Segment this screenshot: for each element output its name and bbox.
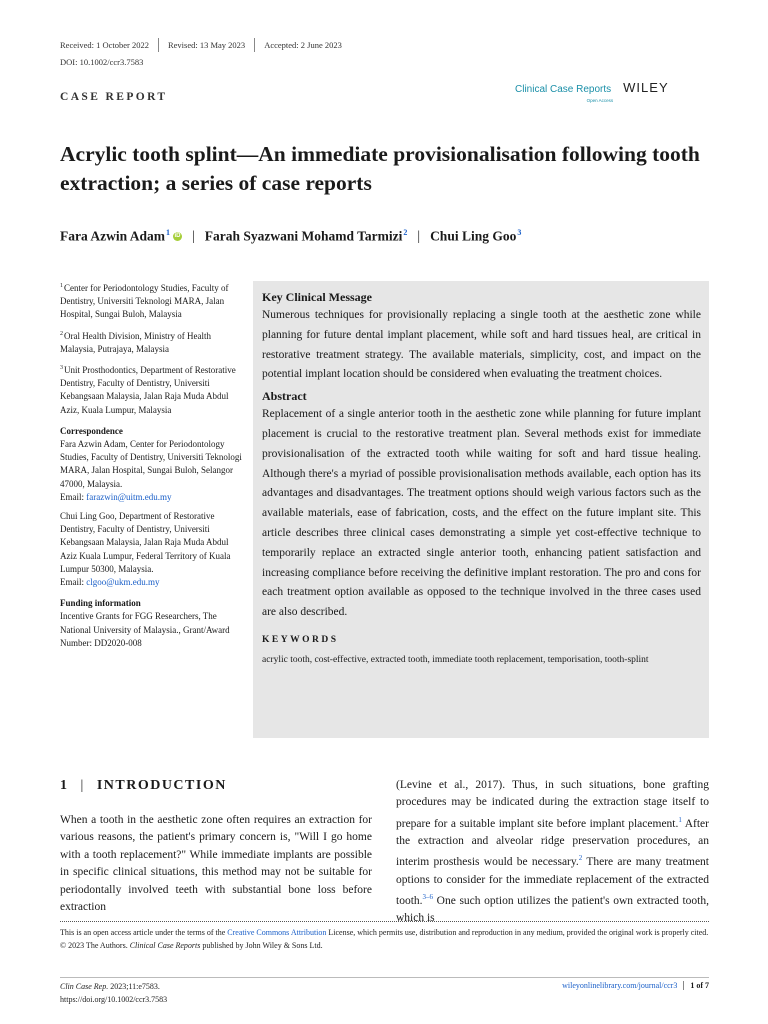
footer-divider xyxy=(60,977,709,978)
author-list xyxy=(60,228,521,245)
received-date: Received: 1 October 2022 xyxy=(60,40,149,50)
abstract-text: Replacement of a single anterior tooth in the aesthetic zone while planning for future implant placement is crucial to the restorative treatment plan. Several methods exist for immediate provisionalisation of the extracted tooth while waiting for soft and hard tissue healing. Although there's a myriad of possible provisionalisation methods available, each option has its advantages and disadvantages. The treatment options should weigh various factors such as the available materials, ease of fabrication, costs, and the effect on the future implant site. This article describes three clinical cases demonstrating a simple yet cost-effective technique to temporarily replace an extracted single anterior tooth, enhancing patient satisfaction and increasing compliance before receiving the definitive implant restoration. The pro and cons for each treatment option available as opposed to the technique involved in the three cases used are also described. xyxy=(262,408,701,619)
author-1[interactable]: Fara Azwin Adam$^1$ xyxy=(60,228,171,244)
divider xyxy=(158,38,159,52)
footer-right xyxy=(562,981,709,990)
divider xyxy=(254,38,255,52)
orcid-icon[interactable]: iD xyxy=(174,232,181,239)
revised-date: Revised: 13 May 2023 xyxy=(167,40,246,50)
publication-dates xyxy=(60,38,342,52)
journal-name-text: Clinical Case Reports xyxy=(515,84,612,95)
correspondence-heading: Correspondence xyxy=(60,425,123,436)
section-heading xyxy=(60,778,227,794)
author-3[interactable]: Chui Ling Goo$^3$ xyxy=(430,228,522,244)
doi[interactable]: DOI: 10.1002/ccr3.7583 xyxy=(60,57,144,67)
keywords-heading: KEYWORDS xyxy=(262,634,339,645)
keywords: acrylic tooth, cost-effective, extracted tooth, immediate tooth replacement, temporisation, tooth-splint xyxy=(262,654,649,665)
email-link[interactable]: farazwin@uitm.edu.my xyxy=(86,491,172,502)
page-number: 1 of 7 xyxy=(683,981,709,990)
section-title: INTRODUCTION xyxy=(96,778,227,793)
affiliation-3: $^3$Unit Prosthodontics, Department of Restorative Dentistry, Faculty of Dentistry, Universiti Kebangsaan Malaysia, Jalan Raja Muda Abdul Aziz, Kuala Lumpur, Malaysia xyxy=(60,365,236,415)
citation-footer: Clin Case Rep. 2023;11:e7583. https://doi.org/10.1002/ccr3.7583 xyxy=(60,982,168,1004)
license-link[interactable]: Creative Commons Attribution xyxy=(227,928,327,937)
funding-text: Incentive Grants for FGG Researchers, The National University of Malaysia., Grant/Award Number: DD2020-008 xyxy=(60,611,230,648)
open-access-tag: Open Access xyxy=(586,98,614,103)
key-clinical-message: Numerous techniques for provisionally replacing a single tooth at the aesthetic zone while planning for future dental implant placement, while soft and hard tissues heal, are critical in restorative treatment strategy. The available materials, simplicity, cost, and impact on the potential implant location should be considered when evaluating the treatment choices. xyxy=(262,309,701,381)
citation-link[interactable]: 2 xyxy=(578,854,583,863)
section-number: 1 xyxy=(60,778,69,793)
divider: | xyxy=(417,228,421,244)
author-2[interactable]: Farah Syazwani Mohamd Tarmizi$^2$ xyxy=(204,228,408,244)
citation-link[interactable]: 1 xyxy=(678,815,682,824)
divider: | xyxy=(80,778,85,793)
publisher-logo: WILEY xyxy=(623,80,669,95)
email-link[interactable]: clgoo@ukm.edu.my xyxy=(86,577,160,588)
key-clinical-message-heading: Key Clinical Message xyxy=(262,290,372,304)
article-title: Acrylic tooth splint—An immediate provisionalisation following tooth extraction; a series of case reports xyxy=(60,142,700,195)
journal-name[interactable] xyxy=(515,84,614,103)
correspondence-2: Chui Ling Goo, Department of Restorative Dentistry, Faculty of Dentistry, Universiti Kebangsaan Malaysia, Jalan Raja Muda Abdul Aziz Kuala Lumpur, Federal Territory of Kuala Lumpur 50300, Malaysia. Email: clgoo@ukm.edu.my xyxy=(60,511,231,588)
accepted-date: Accepted: 2 June 2023 xyxy=(264,40,342,50)
body-column-right: (Levine et al., 2017). Thus, in such situations, bone grafting procedures may be indicated during the extraction stage itself to prepare for a suitable implant site before implant placement.$^1$ After the extraction and alveolar ridge preservation procedures, an interim prosthesis would be necessary.$^2$ There are many treatment options to consider for the immediate replacement of the extracted tooth.$^{3-6}$ One such option utilizes the patient's own extracted tooth, which is xyxy=(396,779,709,925)
journal-branding xyxy=(515,80,669,103)
body-column-left: When a tooth in the aesthetic zone often requires an extraction for various reasons, the patient's primary concern is, "Will I go home with a tooth replacement?" While immediate implants are possible in specific clinical situations, this method may not be suitable for periodontally involved teeth with substantial bone loss before extraction xyxy=(60,814,372,914)
affiliation-2: $^2$Oral Health Division, Ministry of Health Malaysia, Putrajaya, Malaysia xyxy=(60,330,211,354)
abstract-heading: Abstract xyxy=(262,389,307,404)
doi-url[interactable]: https://doi.org/10.1002/ccr3.7583 xyxy=(60,994,168,1004)
divider: | xyxy=(192,228,195,244)
footnote-divider xyxy=(60,921,709,922)
license-notice: This is an open access article under the terms of the Creative Commons Attribution License, which permits use, distribution and reproduction in any medium, provided the original work is properly cited. © 2023 The Authors. Clinical Case Reports published by John Wiley & Sons Ltd. xyxy=(60,928,709,950)
journal-site-link[interactable]: wileyonlinelibrary.com/journal/ccr3 xyxy=(562,981,678,990)
affiliation-1: $^1$Center for Periodontology Studies, Faculty of Dentistry, Universiti Teknologi MARA, Jalan Hospital, Sungai Buloh, Malaysia xyxy=(60,283,229,320)
funding-heading: Funding information xyxy=(60,598,141,609)
article-type: CASE REPORT xyxy=(60,91,168,103)
correspondence-1: Fara Azwin Adam, Center for Periodontology Studies, Faculty of Dentistry, Universiti Teknologi MARA, Jalan Hospital, Sungai Buloh, Selangor 47000, Malaysia. Email: farazwin@uitm.edu.my xyxy=(60,439,242,502)
abstract-box xyxy=(253,281,709,738)
citation-link[interactable]: 3–6 xyxy=(422,893,434,902)
side-column xyxy=(60,280,242,656)
